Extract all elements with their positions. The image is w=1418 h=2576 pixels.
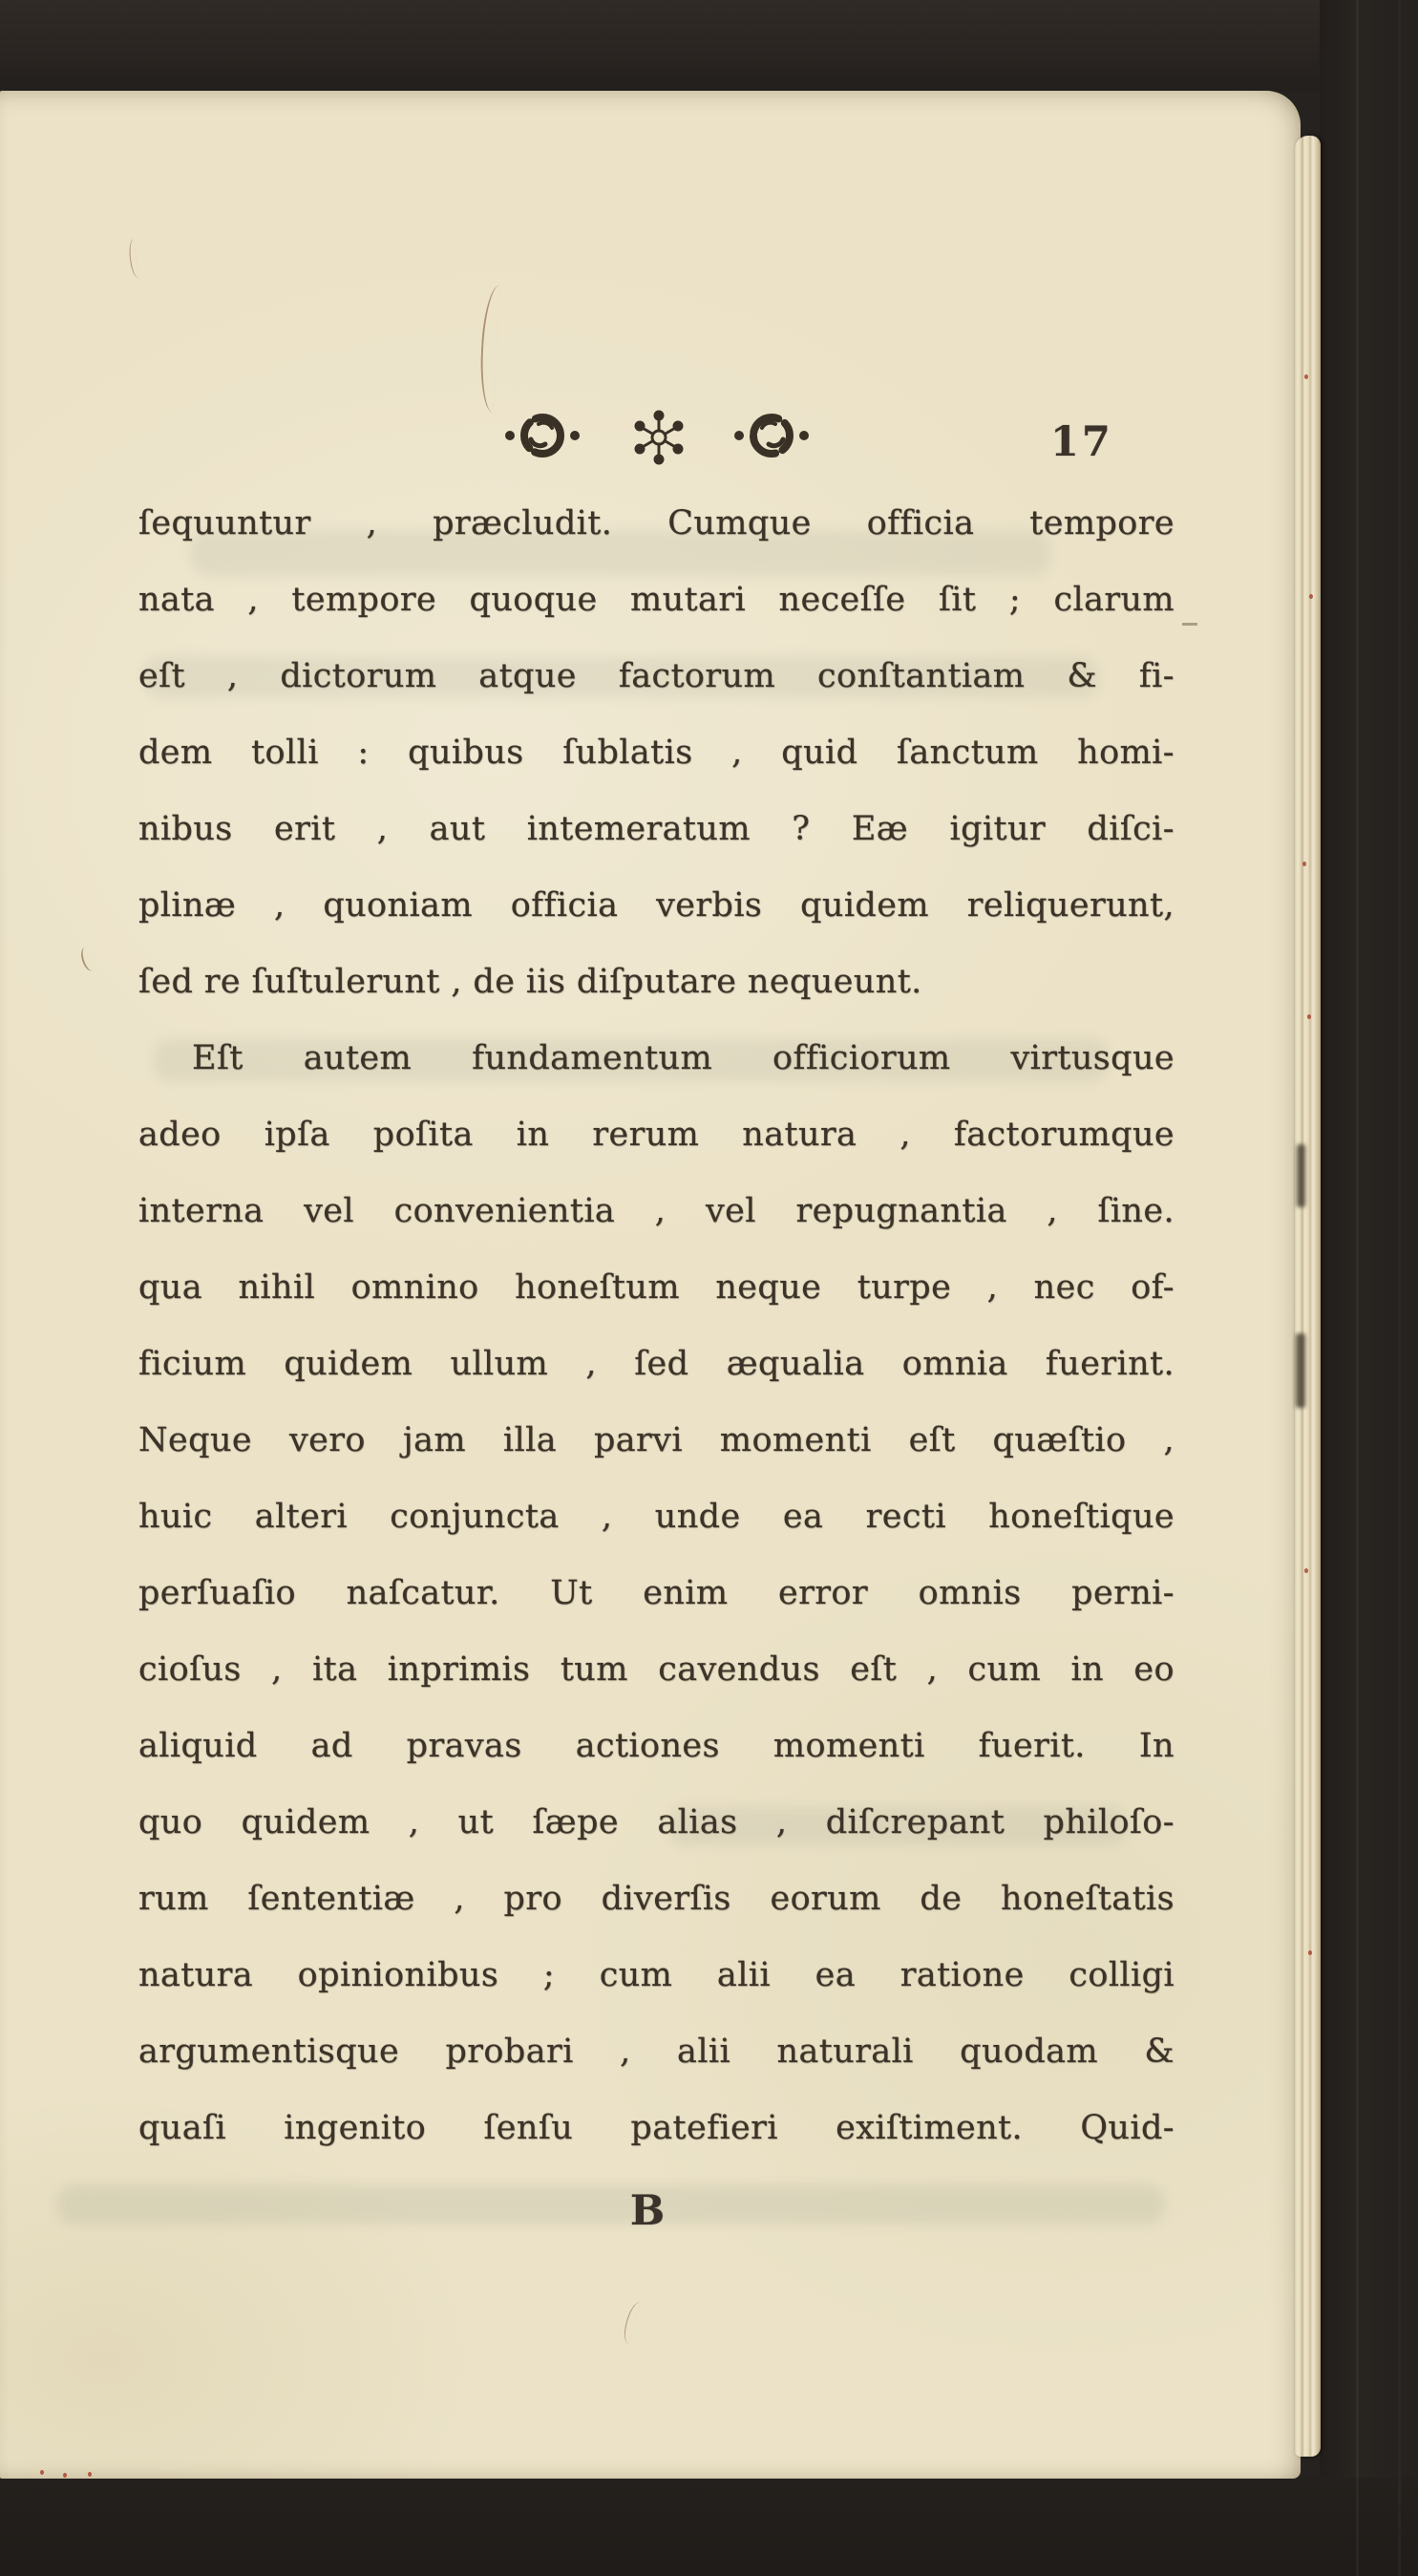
photo-background-top — [0, 0, 1418, 92]
photo-background-right — [1320, 0, 1418, 2576]
red-edge-speck — [1302, 862, 1306, 866]
signature-mark: B — [629, 2187, 666, 2235]
text-line: adeo ipſa poſita in rerum natura , factorumque — [138, 1116, 1175, 1154]
red-edge-speck — [1304, 1568, 1308, 1573]
text-line: ficium quidem ullum , ſed æqualia omnia fuerint. — [138, 1345, 1175, 1383]
rosette-ornament-icon — [498, 407, 586, 468]
text-line: huic alteri conjuncta , unde ea recti honeſtique — [138, 1498, 1175, 1536]
text-line: Eſt autem fundamentum officiorum virtusque — [192, 1039, 1175, 1077]
text-line: perſuaſio naſcatur. Ut enim error omnis perni- — [138, 1574, 1175, 1612]
text-line: ſed re ſuſtulerunt , de iis diſputare nequeunt. — [138, 963, 922, 1001]
text-line: rum ſententiæ , pro diverſis eorum de honeſtatis — [138, 1880, 1175, 1918]
red-edge-speck — [88, 2472, 92, 2477]
text-line: nibus erit , aut intemeratum ? Eæ igitur diſci- — [138, 810, 1175, 848]
text-line: nata , tempore quoque mutari neceſſe ſit ; clarum — [138, 581, 1175, 619]
photo-background-bottom — [0, 2478, 1418, 2576]
red-edge-speck — [1304, 374, 1308, 379]
rosette-ornament-icon — [728, 407, 815, 468]
text-line: ſequuntur , præcludit. Cumque officia tempore — [138, 504, 1175, 543]
stray-dash-mark — [1182, 623, 1197, 626]
text-line: cioſus , ita inprimis tum cavendus eſt , cum in eo — [138, 1650, 1175, 1689]
red-edge-speck — [63, 2473, 67, 2478]
red-edge-speck — [1307, 1014, 1311, 1019]
text-line: aliquid ad pravas actiones momenti fuerit. In — [138, 1727, 1175, 1765]
text-line: plinæ , quoniam officia verbis quidem reliquerunt, — [138, 886, 1175, 925]
text-line: natura opinionibus ; cum alii ea ratione colligi — [138, 1956, 1175, 1994]
background-streak — [1398, 0, 1401, 2576]
star-ornament-icon — [634, 409, 684, 466]
red-edge-speck — [40, 2470, 44, 2475]
red-edge-speck — [1309, 594, 1313, 599]
text-line: eſt , dictorum atque factorum conſtantiam & fi- — [138, 657, 1175, 695]
text-line: interna vel convenientia , vel repugnantia , ſine. — [138, 1192, 1175, 1230]
text-line: dem tolli : quibus ſublatis , quid ſanctum homi- — [138, 734, 1175, 772]
ink-blot — [1297, 1144, 1305, 1207]
background-streak — [1356, 0, 1359, 2576]
ink-blot — [1296, 1333, 1305, 1408]
text-line: qua nihil omnino honeſtum neque turpe , nec of- — [138, 1268, 1175, 1307]
page-fore-edge — [1295, 136, 1321, 2457]
page-number: 17 — [1050, 418, 1113, 466]
text-line: quo quidem , ut ſæpe alias , diſcrepant philoſo- — [138, 1803, 1175, 1842]
text-line: argumentisque probari , alii naturali quodam & — [138, 2033, 1175, 2071]
bleed-through-smudge — [57, 2185, 1165, 2224]
text-line: Neque vero jam illa parvi momenti eſt quæſtio , — [138, 1421, 1175, 1459]
text-line: quaſi ingenito ſenſu patefieri exiſtiment. Quid- — [138, 2109, 1175, 2147]
red-edge-speck — [1308, 1950, 1312, 1955]
text-block — [138, 485, 1175, 2166]
